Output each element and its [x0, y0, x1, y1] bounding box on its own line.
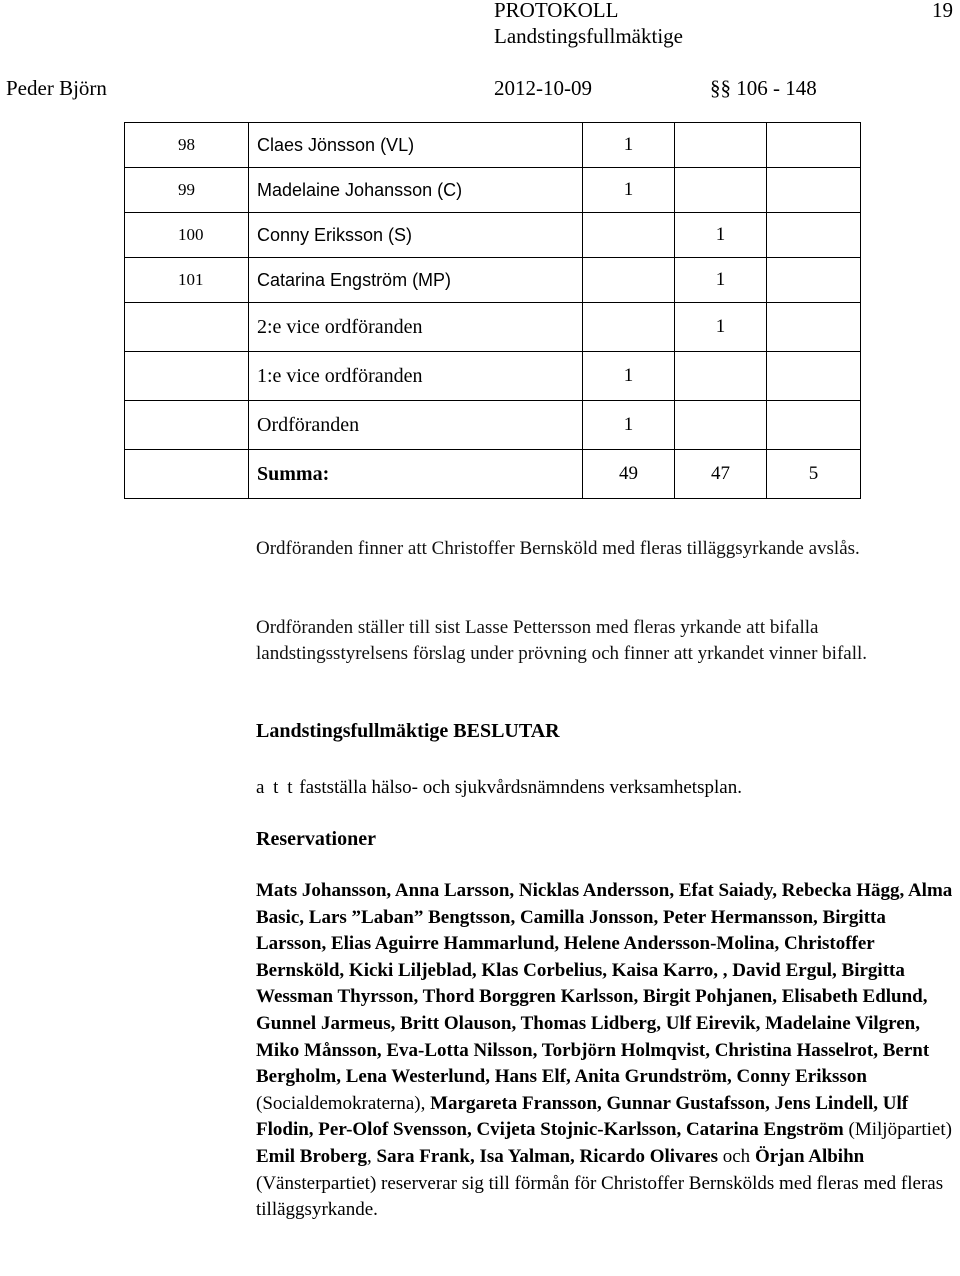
reservations-heading: Reservationer [256, 828, 376, 850]
vote-abstain [767, 352, 861, 401]
section-range: §§ 106 - 148 [710, 76, 817, 100]
vote-yes [583, 213, 675, 258]
reservations-names-v: Sara Frank, Isa Yalman, Ricardo Olivares [376, 1145, 718, 1167]
member-name: Conny Eriksson (S) [249, 213, 583, 258]
vote-yes: 1 [583, 401, 675, 450]
row-number: 98 [125, 123, 249, 168]
doc-type: PROTOKOLL [494, 0, 619, 22]
row-number [125, 450, 249, 499]
total-label: Summa: [249, 450, 583, 499]
table-row [125, 303, 861, 352]
decision-att: a t t [256, 777, 295, 798]
total-abstain: 5 [767, 450, 861, 499]
reservations-text [256, 878, 960, 1224]
ruling-paragraph-2: Ordföranden ställer till sist Lasse Pettersson med fleras yrkande att bifalla landstingsstyrelsens förslag under prövning och finner att yrkandet vinner bifall. [256, 617, 868, 664]
vote-abstain [767, 258, 861, 303]
vote-no: 1 [675, 258, 767, 303]
vote-yes: 1 [583, 168, 675, 213]
party-s: (Socialdemokraterna), [256, 1092, 431, 1114]
vote-abstain [767, 213, 861, 258]
comma: , [367, 1145, 377, 1167]
vote-no: 1 [675, 303, 767, 352]
member-name: Ordföranden [249, 401, 583, 450]
table-row [125, 258, 861, 303]
total-no: 47 [675, 450, 767, 499]
page-number: 19 [932, 0, 953, 22]
row-number: 101 [125, 258, 249, 303]
decision-line [256, 777, 742, 799]
conjunction: och [718, 1145, 755, 1167]
party-mp: (Miljöpartiet) [843, 1119, 952, 1141]
reservations-name-broberg: Emil Broberg [256, 1145, 368, 1167]
member-name: Catarina Engström (MP) [249, 258, 583, 303]
vote-yes: 1 [583, 123, 675, 168]
table-row [125, 168, 861, 213]
vote-no: 1 [675, 213, 767, 258]
member-name: Claes Jönsson (VL) [249, 123, 583, 168]
row-number [125, 352, 249, 401]
reservations-name-albihn: Örjan Albihn [754, 1145, 865, 1167]
reservations-names-mp: Margareta Fransson, Gunnar Gustafsson, Jens Lindell, Ulf Flodin, Per-Olof Svensson, Cvijeta Stojnic-Karlsson, Catarina Engström [256, 1092, 909, 1141]
vote-yes: 1 [583, 352, 675, 401]
member-name: Madelaine Johansson (C) [249, 168, 583, 213]
member-name: 2:e vice ordföranden [249, 303, 583, 352]
row-number [125, 401, 249, 450]
decision-heading: Landstingsfullmäktige BESLUTAR [256, 720, 560, 742]
vote-abstain [767, 303, 861, 352]
row-number: 100 [125, 213, 249, 258]
table-row [125, 123, 861, 168]
member-name: 1:e vice ordföranden [249, 352, 583, 401]
row-number [125, 303, 249, 352]
vote-yes [583, 303, 675, 352]
ruling-paragraph-1: Ordföranden finner att Christoffer Bernsköld med fleras tilläggsyrkande avslås. [256, 538, 860, 559]
table-row-total [125, 450, 861, 499]
row-number: 99 [125, 168, 249, 213]
table-row [125, 401, 861, 450]
vote-no [675, 401, 767, 450]
vote-no [675, 123, 767, 168]
author: Peder Björn [6, 76, 107, 100]
vote-yes [583, 258, 675, 303]
assembly-name: Landstingsfullmäktige [494, 24, 683, 48]
vote-table [124, 122, 861, 499]
meeting-date: 2012-10-09 [494, 76, 592, 100]
vote-no [675, 352, 767, 401]
vote-abstain [767, 401, 861, 450]
party-v-tail: (Vänsterpartiet) reserverar sig till förmån för Christoffer Bernskölds med fleras med fleras tilläggsyrkande. [256, 1172, 944, 1221]
table-row [125, 352, 861, 401]
reservations-names-s: Mats Johansson, Anna Larsson, Nicklas Andersson, Efat Saiady, Rebecka Hägg, Alma Basic, Lars ”Laban” Bengtsson, Camilla Jonsson, Peter Hermansson, Birgitta Larsson, Elias Aguirre Hammarlund, Helene Andersson-Molina, Christoffer Bernsköld, Kicki Liljeblad, Klas Corbelius, Kaisa Karro, , David Ergul, Birgitta Wessman Thyrsson, Thord Borggren Karlsson, Birgit Pohjanen, Elisabeth Edlund, Gunnel Jarmeus, Britt Olauson, Thomas Lidberg, Ulf Eirevik, Madelaine Vilgren, Miko Månsson, Eva-Lotta Nilsson, Torbjörn Holmqvist, Christina Hasselrot, Bernt Bergholm, Lena Westerlund, Hans Elf, Anita Grundström, Conny Eriksson [256, 880, 953, 1088]
total-yes: 49 [583, 450, 675, 499]
table-row [125, 213, 861, 258]
vote-abstain [767, 168, 861, 213]
vote-no [675, 168, 767, 213]
vote-abstain [767, 123, 861, 168]
decision-text: fastställa hälso- och sjukvårdsnämndens verksamhetsplan. [299, 777, 742, 798]
